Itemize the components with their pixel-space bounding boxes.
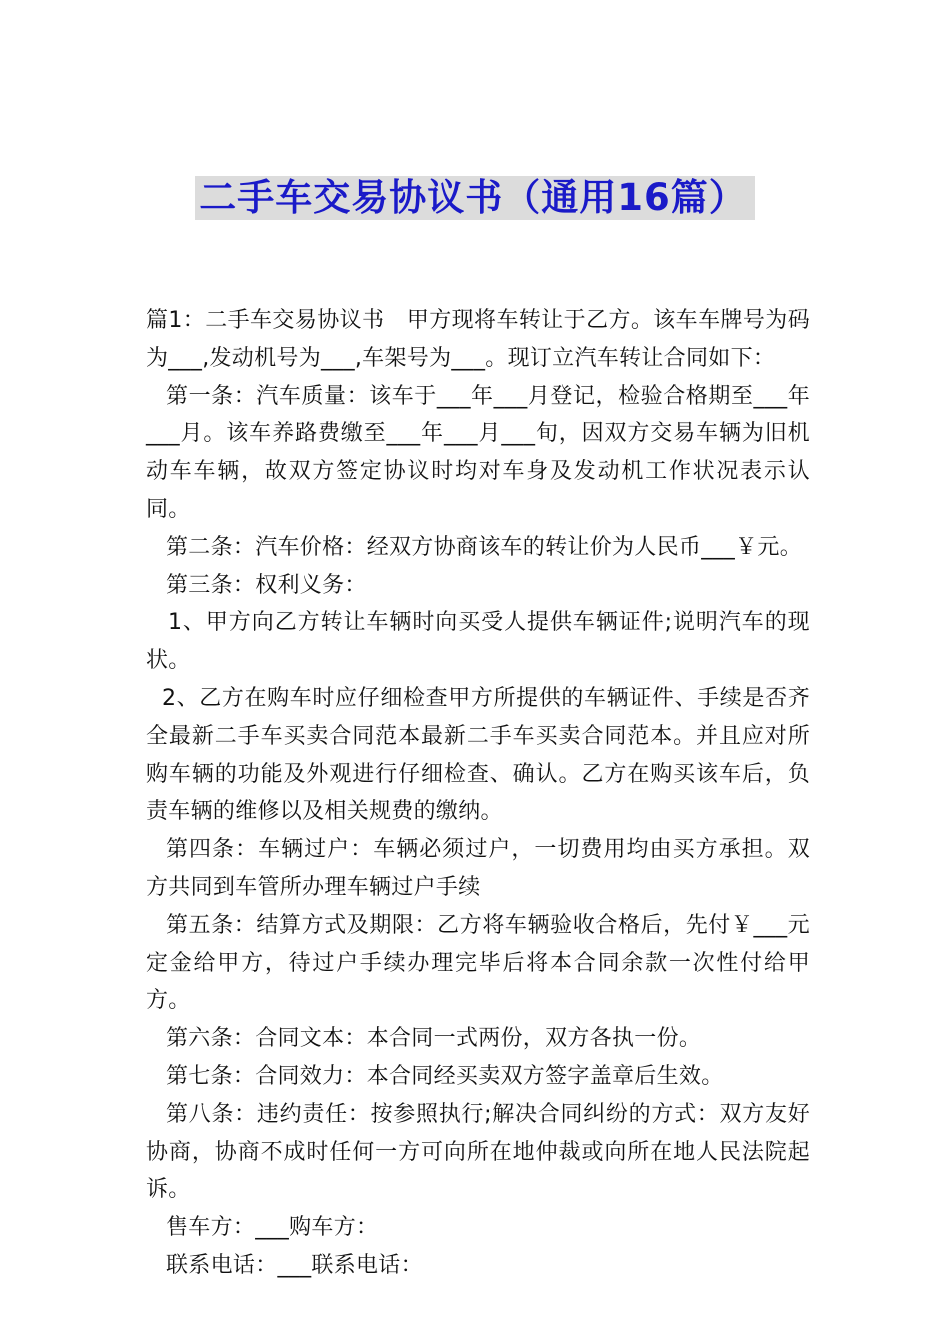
document-body [146,302,810,1285]
paragraph-article-5: 第五条：结算方式及期限：乙方将车辆验收合格后，先付￥___元定金给甲方，待过户手续办理完毕后将本合同余款一次性付给甲方。 [146,912,810,1014]
document-title: 二手车交易协议书（通用16篇） [195,176,755,220]
paragraph-seller-buyer: 售车方：___购车方： [166,1215,379,1241]
paragraph-contact-phone: 联系电话：___联系电话： [166,1252,423,1278]
paragraph-clause-1: 1、甲方向乙方转让车辆时向买受人提供车辆证件;说明汽车的现状。 [146,610,810,674]
paragraph-clause-2: 2、乙方在购车时应仔细检查甲方所提供的车辆证件、手续是否齐全最新二手车买卖合同范本最新二手车买卖合同范本。并且应对所购车辆的功能及外观进行仔细检查、确认。乙方在购买该车后，负责车辆的维修以及相关规费的缴纳。 [146,685,810,825]
paragraph-article-7: 第七条：合同效力：本合同经买卖双方签字盖章后生效。 [166,1063,724,1089]
title-container [0,176,950,220]
paragraph-article-1: 第一条：汽车质量：该车于___年___月登记，检验合格期至___年___月。该车养路费缴至___年___月___旬，因双方交易车辆为旧机动车车辆，故双方签定协议时均对车身及发动机工作状况表示认同。 [146,383,810,522]
paragraph-article-2: 第二条：汽车价格：经双方协商该车的转让价为人民币___￥元。 [166,534,803,560]
paragraph-article-6: 第六条：合同文本：本合同一式两份，双方各执一份。 [166,1026,702,1052]
paragraph-article-8: 第八条：违约责任：按参照执行;解决合同纠纷的方式：双方友好协商，协商不成时任何一方可向所在地仲裁或向所在地人民法院起诉。 [146,1101,810,1203]
paragraph-intro: 篇1：二手车交易协议书 甲方现将车转让于乙方。该车车牌号为码为___,发动机号为___,车架号为___。现订立汽车转让合同如下： [146,308,810,371]
paragraph-article-3: 第三条：权利义务： [166,572,367,598]
paragraph-article-4: 第四条：车辆过户：车辆必须过户，一切费用均由买方承担。双方共同到车管所办理车辆过户手续 [146,837,810,900]
